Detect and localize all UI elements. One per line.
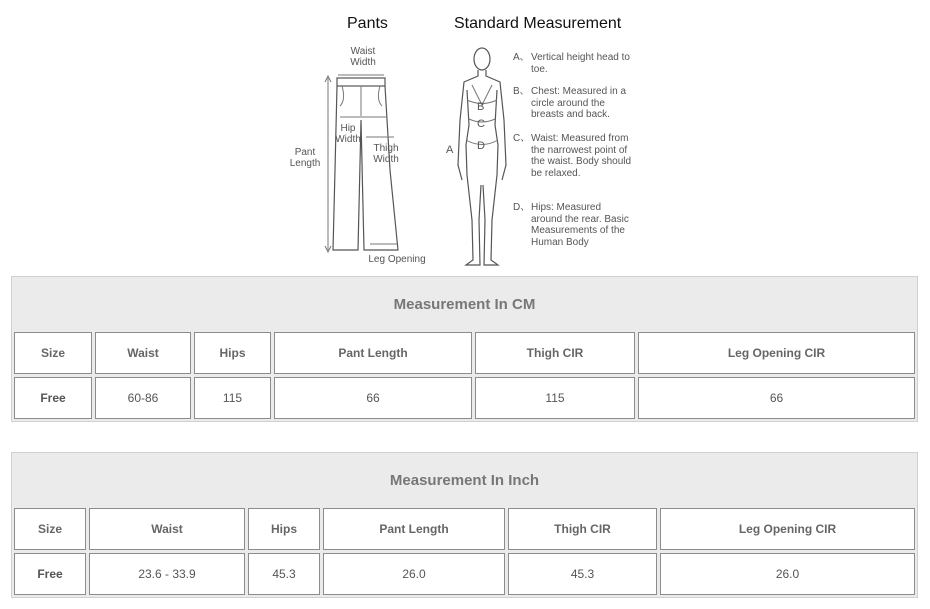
note-d-key: D、 — [513, 202, 531, 213]
cm-header-thigh-cir: Thigh CIR — [475, 332, 635, 374]
pant-length-label: Pant Length — [289, 147, 321, 169]
hip-width-label: Hip Width — [335, 123, 361, 145]
cm-cell-pant-length: 66 — [274, 377, 472, 419]
note-c — [513, 133, 633, 179]
note-d — [513, 202, 633, 248]
note-a — [513, 52, 633, 75]
note-b-key: B、 — [513, 86, 530, 97]
inch-header-waist: Waist — [89, 508, 245, 550]
cm-header-size: Size — [14, 332, 92, 374]
note-b-text: Chest: Measured in a circle around the breasts and back. — [531, 86, 627, 120]
inch-header-hips: Hips — [248, 508, 320, 550]
cm-header-leg-opening-cir: Leg Opening CIR — [638, 332, 915, 374]
cm-cell-waist: 60-86 — [95, 377, 191, 419]
inch-cell-pant-length: 26.0 — [323, 553, 505, 595]
cm-cell-thigh-cir: 115 — [475, 377, 635, 419]
thigh-width-label: Thigh Width — [373, 143, 399, 165]
note-a-text: Vertical height head to toe. — [531, 52, 630, 75]
body-letter-b: B — [477, 101, 485, 113]
body-letter-d: D — [477, 140, 485, 152]
note-c-key: C、 — [513, 133, 531, 144]
inch-cell-thigh-cir: 45.3 — [508, 553, 657, 595]
standard-measurement-title: Standard Measurement — [454, 15, 622, 32]
inch-header-leg-opening-cir: Leg Opening CIR — [660, 508, 915, 550]
pants-title: Pants — [347, 15, 388, 32]
cm-cell-hips: 115 — [194, 377, 271, 419]
body-letter-c: C — [477, 118, 485, 130]
leg-opening-label: Leg Opening — [368, 254, 426, 265]
inch-cell-hips: 45.3 — [248, 553, 320, 595]
body-figure-illustration — [452, 45, 512, 270]
inch-header-pant-length: Pant Length — [323, 508, 505, 550]
inch-header-size: Size — [14, 508, 86, 550]
cm-header-hips: Hips — [194, 332, 271, 374]
inch-cell-size: Free — [14, 553, 86, 595]
note-a-key: A、 — [513, 52, 530, 63]
cm-table-title: Measurement In CM — [393, 296, 536, 313]
cm-header-pant-length: Pant Length — [274, 332, 472, 374]
body-letter-a: A — [446, 144, 454, 156]
inch-cell-waist: 23.6 - 33.9 — [89, 553, 245, 595]
waist-width-label: Waist Width — [350, 46, 376, 68]
inch-cell-leg-opening-cir: 26.0 — [660, 553, 915, 595]
inch-table-title: Measurement In Inch — [389, 472, 540, 489]
note-b — [513, 86, 633, 121]
cm-cell-leg-opening-cir: 66 — [638, 377, 915, 419]
cm-header-waist: Waist — [95, 332, 191, 374]
cm-cell-size: Free — [14, 377, 92, 419]
note-c-text: Waist: Measured from the narrowest point of the waist. Body should be relaxed. — [531, 133, 632, 179]
note-d-text: Hips: Measured around the rear. Basic Measurements of the Human Body — [531, 202, 629, 248]
inch-header-thigh-cir: Thigh CIR — [508, 508, 657, 550]
